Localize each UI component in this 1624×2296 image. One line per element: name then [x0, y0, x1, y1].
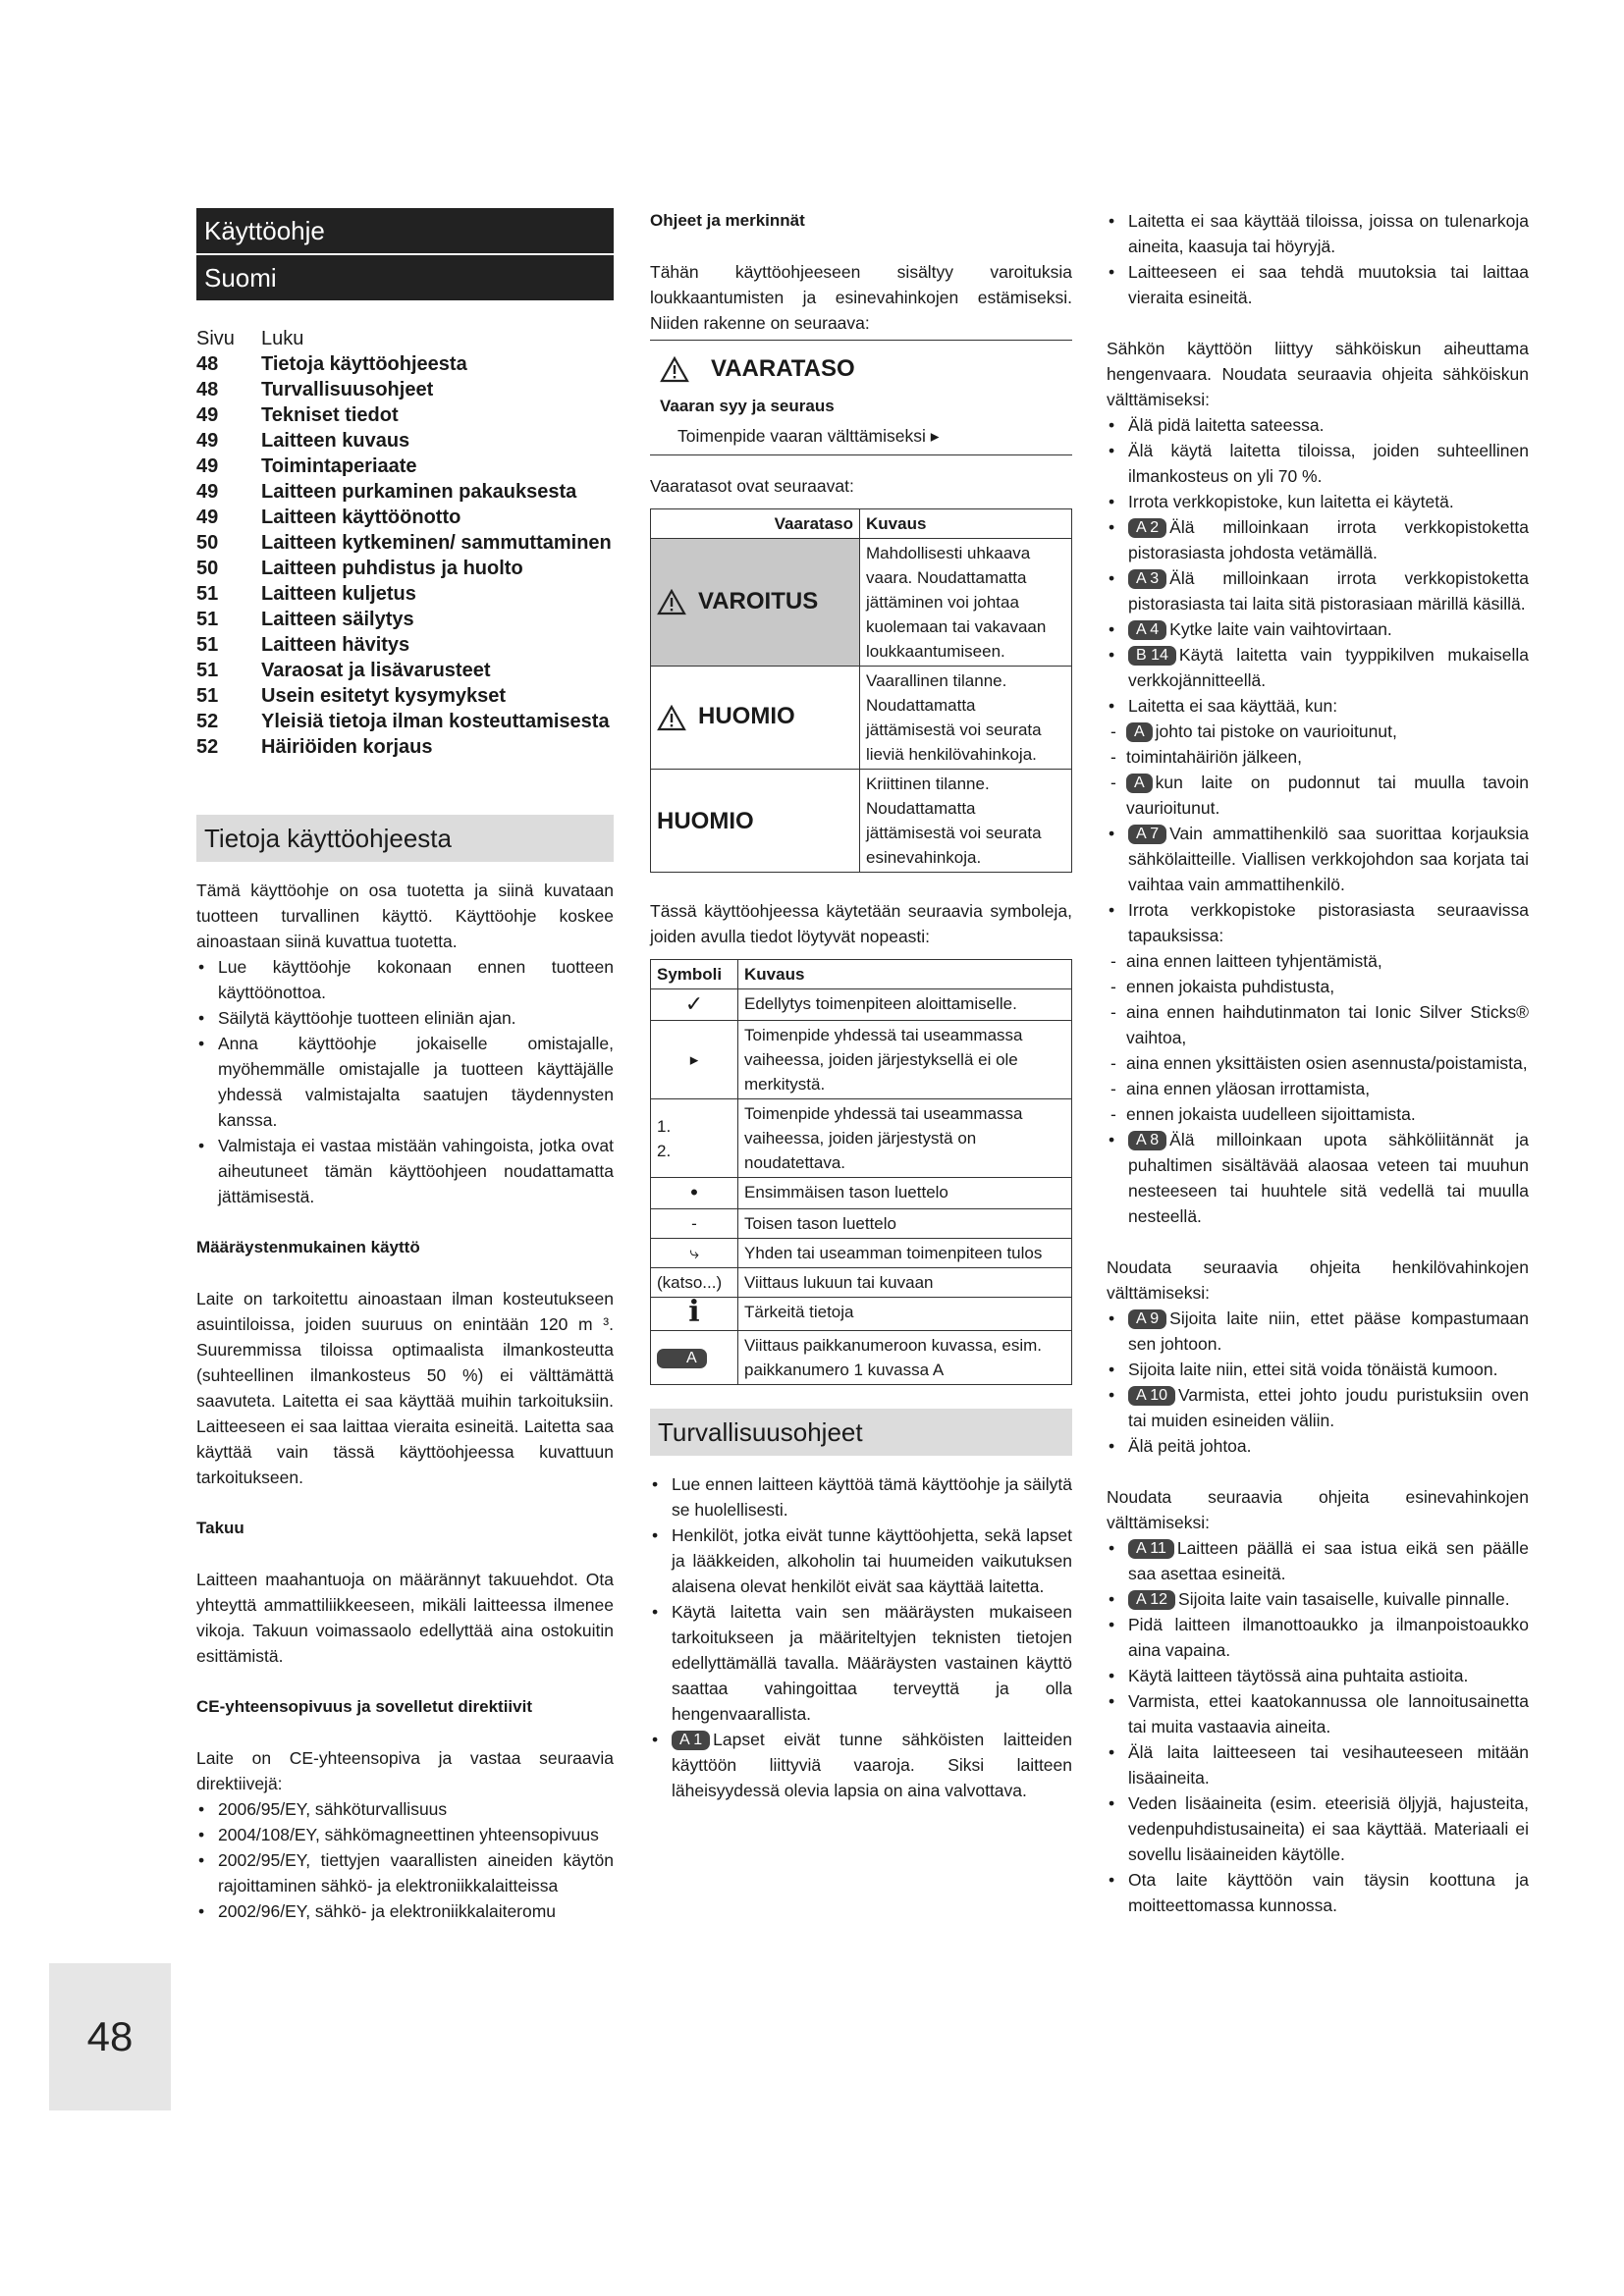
list-item [1107, 616, 1529, 642]
list-item [1107, 1688, 1529, 1739]
list-item: • Lue käyttöohje kokonaan ennen tuotteen käyttöönottoa. [196, 954, 614, 1005]
list-item-text: johto tai pistoke on vaurioitunut, [1155, 721, 1397, 741]
intended-use-heading: Määräystenmukainen käyttö [196, 1238, 420, 1256]
list-item: • Säilytä käyttöohje tuotteen eliniän ajan. [196, 1005, 614, 1031]
list-item [650, 1727, 1072, 1803]
list-item-text: Varmista, ettei johto joudu puristuksiin oven tai muiden esineiden väliin. [1128, 1385, 1529, 1430]
safety-bullets [650, 1471, 1072, 1803]
toc-row [196, 428, 612, 454]
list-item: • Anna käyttöohje jokaiselle omistajalle, myöhemmälle omistajalle ja tuotteen käyttäjälle yhdessä valmistajalta saatujen täydennysten kanssa. [196, 1031, 614, 1133]
toc-page: 52 [196, 711, 219, 732]
not-use-conditions [1107, 719, 1529, 821]
toc-page: 48 [196, 353, 219, 375]
damage-bullets [1107, 1535, 1529, 1918]
level-row-notice [651, 770, 1072, 873]
list-item-text: Älä pidä laitetta sateessa. [1128, 415, 1325, 435]
list-item-text: Älä milloinkaan irrota verkkopistoketta pistorasiasta tai laita sitä pistorasiaan märillä käsillä. [1128, 568, 1529, 614]
list-item: • 2006/95/EY, sähköturvallisuus [196, 1796, 614, 1822]
toc-chapter: Turvallisuusohjeet [261, 379, 434, 400]
about-intro: Tämä käyttöohje on osa tuotetta ja siinä kuvataan tuotteen turvallinen käyttö. Käyttöohje koskee ainoastaan siinä kuvattua tuotetta. [196, 881, 614, 951]
list-item: - aina ennen haihdutinmaton tai Ionic Silver Sticks® vaihtoa, [1107, 999, 1529, 1050]
symbol-row [651, 1239, 1072, 1268]
levels-col-desc: Kuvaus [860, 509, 1072, 539]
list-item: - ennen jokaista puhdistusta, [1107, 974, 1529, 999]
toc-row [196, 351, 612, 377]
level-row-warning [651, 539, 1072, 667]
figure-reference-badge: A 2 [1128, 518, 1166, 538]
toc-row [196, 709, 612, 734]
symbol-glyph: - [691, 1214, 697, 1233]
level-label: VAROITUS [698, 587, 819, 614]
manual-title: Käyttöohje [196, 208, 614, 253]
about-bullets [196, 954, 614, 1209]
list-item: • 2002/96/EY, sähkö- ja elektroniikkalaiteromu [196, 1898, 614, 1924]
toc-row [196, 377, 612, 402]
toc-page: 52 [196, 736, 219, 758]
electric-shock-bullets [1107, 412, 1529, 693]
symbols-table [650, 959, 1072, 1385]
figure-reference-badge: A [1126, 722, 1153, 742]
symbol-cell [651, 1021, 738, 1099]
list-item-text: kun laite on pudonnut tai muulla tavoin vaurioitunut. [1126, 773, 1529, 818]
toc-page: 49 [196, 404, 219, 426]
symbol-cell [651, 989, 738, 1021]
list-item-text: Veden lisäaineita (esim. eteerisiä öljyjä, hajusteita, vedenpuhdistusaineita) ei saa käyttää. Materiaali ei sovellu lisäaineiden käytölle. [1128, 1793, 1529, 1864]
figure-reference-badge: A 3 [1128, 569, 1166, 589]
not-use-list [1107, 693, 1529, 719]
list-item-text: Pidä laitteen ilmanottoaukko ja ilmanpoistoaukko aina vapaina. [1128, 1615, 1529, 1660]
list-item-text: Älä laita laitteeseen tai vesihauteeseen mitään lisäaineita. [1128, 1742, 1529, 1788]
level-label: HUOMIO [698, 703, 795, 730]
list-item-text: toimintahäiriön jälkeen, [1126, 747, 1302, 767]
symbols-col-desc: Kuvaus [738, 960, 1072, 989]
ce-heading: CE-yhteensopivuus ja sovelletut direktiivit [196, 1697, 532, 1716]
list-item-text: Kytke laite vain vaihtovirtaan. [1169, 619, 1392, 639]
list-item-text: Käytä laitetta vain sen määräysten mukaiseen tarkoitukseen ja määriteltyjen teknisten tietojen edellyttämällä tavalla. Määräysten vastainen käyttö saattaa vahingoittaa terveyttä ja olla hengenvaarallista. [672, 1602, 1072, 1724]
figure-reference-badge: A 11 [1128, 1539, 1174, 1559]
not-use-label: Laitetta ei saa käyttää, kun: [1128, 696, 1338, 716]
symbol-row [651, 1178, 1072, 1209]
ce-directive-list [196, 1796, 614, 1924]
section-heading-safety: Turvallisuusohjeet [650, 1409, 1072, 1456]
symbol-cell [651, 1099, 738, 1178]
toc-row [196, 734, 612, 760]
toc-page: 49 [196, 507, 219, 528]
toc-row [196, 530, 612, 556]
level-desc: Vaarallinen tilanne. Noudattamatta jättämisestä voi seurata lieviä henkilövahinkoja. [860, 667, 1072, 770]
symbol-row [651, 1331, 1072, 1385]
list-item [1107, 1663, 1529, 1688]
toc-chapter: Laitteen kuljetus [261, 583, 416, 605]
levels-col-level: Vaarataso [651, 509, 860, 539]
repair-list [1107, 821, 1529, 897]
list-item [1107, 897, 1529, 948]
toc-row [196, 683, 612, 709]
unplug-list [1107, 897, 1529, 948]
symbol-glyph: (katso...) [657, 1273, 723, 1292]
list-item: - aina ennen laitteen tyhjentämistä, [1107, 948, 1529, 974]
symbol-glyph: 1. 2. [657, 1116, 672, 1160]
symbol-glyph: ✓ [684, 991, 704, 1016]
toc-chapter: Laitteen purkaminen pakauksesta [261, 481, 577, 503]
language-label: Suomi [196, 253, 614, 300]
list-item [1107, 489, 1529, 514]
list-item [1107, 642, 1529, 693]
figure-reference-badge: A 7 [1128, 825, 1166, 844]
toc-row [196, 556, 612, 581]
toc-chapter: Häiriöiden korjaus [261, 736, 433, 758]
symbol-glyph: ▸ [689, 1050, 699, 1069]
symbol-cell [651, 1268, 738, 1298]
column-left [196, 208, 614, 1924]
symbol-desc: Viittaus paikkanumeroon kuvassa, esim. paikkanumero 1 kuvassa A [738, 1331, 1072, 1385]
toc-page: 51 [196, 634, 219, 656]
symbol-desc: Toimenpide yhdessä tai useammassa vaiheessa, joiden järjestystä on noudatettava. [738, 1099, 1072, 1178]
list-item [1107, 1867, 1529, 1918]
list-item-text: Sijoita laite niin, ettei sitä voida tönäistä kumoon. [1128, 1360, 1498, 1379]
warning-triangle-icon [657, 589, 686, 615]
toc-page: 50 [196, 558, 219, 579]
list-item [1107, 1739, 1529, 1790]
toc-page: 48 [196, 379, 219, 400]
symbol-cell [651, 1331, 738, 1385]
immersion-list [1107, 1127, 1529, 1229]
symbol-row [651, 1268, 1072, 1298]
list-item [1107, 1127, 1529, 1229]
danger-level-table [650, 508, 1072, 873]
toc-chapter: Varaosat ja lisävarusteet [261, 660, 491, 681]
list-item-text: Älä milloinkaan irrota verkkopistoketta pistorasiasta johdosta vetämällä. [1128, 517, 1529, 562]
symbol-desc: Edellytys toimenpiteen aloittamiselle. [738, 989, 1072, 1021]
injury-bullets [1107, 1306, 1529, 1459]
toc-page: 51 [196, 685, 219, 707]
example-cause: Vaaran syy ja seuraus [660, 397, 835, 415]
list-item-text: Henkilöt, jotka eivät tunne käyttöohjetta, sekä lapset ja lääkkeiden, alkoholin tai huumeiden vaikutuksen alaisena olevat henkilöt eivät saa käyttää laitetta. [672, 1525, 1072, 1596]
toc-page: 51 [196, 583, 219, 605]
list-item: - aina ennen yläosan irrottamista, [1107, 1076, 1529, 1101]
toc-chapter: Tietoja käyttöohjeesta [261, 353, 467, 375]
warranty-text: Laitteen maahantuoja on määrännyt takuuehdot. Ota yhteyttä ammattiliikkeeseen, mikäli laitteessa ilmenee vikoja. Takuun voimassaolo edellyttää aina ostokuitin esittämistä. [196, 1570, 614, 1666]
symbol-desc: Viittaus lukuun tai kuvaan [738, 1268, 1072, 1298]
damage-intro: Noudata seuraavia ohjeita esinevahinkojen välttämiseksi: [1107, 1487, 1529, 1532]
symbol-cell [651, 1178, 738, 1209]
list-item [1107, 514, 1529, 565]
toc-chapter: Laitteen hävitys [261, 634, 410, 656]
list-item [1107, 412, 1529, 438]
symbol-cell [651, 1295, 738, 1331]
toc-page: 49 [196, 430, 219, 452]
list-item-text: Älä milloinkaan upota sähköliitännät ja puhaltimen sisältävää alaosaa veteen tai muuhun nesteeseen tai huuhtele sitä vedellä tai muulla nesteellä. [1128, 1130, 1529, 1226]
toc-chapter: Toimintaperiaate [261, 455, 417, 477]
list-item-text: Irrota verkkopistoke, kun laitetta ei käytetä. [1128, 492, 1454, 511]
symbol-cell [651, 1239, 738, 1268]
toc-chapter: Laitteen kytkeminen/ sammuttaminen [261, 532, 612, 554]
list-item-text: Älä peitä johtoa. [1128, 1436, 1252, 1456]
injury-intro: Noudata seuraavia ohjeita henkilövahinkojen välttämiseksi: [1107, 1257, 1529, 1303]
notes-intro: Tähän käyttöohjeeseen sisältyy varoituksia loukkaantumisten ja esinevahinkojen estämiseksi. Niiden rakenne on seuraava: [650, 262, 1072, 333]
toc-chapter: Laitteen kuvaus [261, 430, 410, 452]
ce-text: Laite on CE-yhteensopiva ja vastaa seuraavia direktiivejä: [196, 1748, 614, 1793]
list-item-text: Varmista, ettei kaatokannussa ole lannoitusainetta tai muita vastaavia aineita. [1128, 1691, 1529, 1736]
list-item [1107, 821, 1529, 897]
toc-row [196, 505, 612, 530]
page-number: 48 [49, 1963, 171, 2110]
list-item: - aina ennen yksittäisten osien asennusta/poistamista, [1107, 1050, 1529, 1076]
warning-triangle-icon [657, 705, 686, 731]
toc-page: 50 [196, 532, 219, 554]
list-item [650, 1522, 1072, 1599]
list-item: - ennen jokaista uudelleen sijoittamista. [1107, 1101, 1529, 1127]
symbol-row [651, 1021, 1072, 1099]
figure-reference-badge: A 8 [1128, 1131, 1166, 1150]
toc-chapter: Laitteen käyttöönotto [261, 507, 461, 528]
figure-reference-badge: A 10 [1128, 1386, 1175, 1406]
unplug-label: Irrota verkkopistoke pistorasiasta seuraavissa tapauksissa: [1128, 900, 1529, 945]
toc-row [196, 581, 612, 607]
toc-page: 49 [196, 481, 219, 503]
list-item [1107, 565, 1529, 616]
figure-reference-badge: A 12 [1128, 1590, 1175, 1610]
toc-row [196, 607, 612, 632]
list-item: • Laitteeseen ei saa tehdä muutoksia tai laittaa vieraita esineitä. [1107, 259, 1529, 310]
warning-structure-example [650, 340, 1072, 455]
symbol-desc: Ensimmäisen tason luettelo [738, 1178, 1072, 1209]
column-right [1107, 208, 1529, 1918]
symbol-glyph: ⤷ [689, 1244, 699, 1262]
list-item: • Laitetta ei saa käyttää tiloissa, joissa on tulenarkoja aineita, kaasuja tai höyryjä. [1107, 208, 1529, 259]
toc-page: 49 [196, 455, 219, 477]
symbol-row [651, 989, 1072, 1021]
list-item: • 2002/95/EY, tiettyjen vaarallisten aineiden käytön rajoittaminen sähkö- ja elektroniikkalaitteissa [196, 1847, 614, 1898]
list-item [1107, 1535, 1529, 1586]
figure-reference-badge: A 4 [1128, 620, 1166, 640]
list-item-text: Älä käytä laitetta tiloissa, joiden suhteellinen ilmankosteus on yli 70 %. [1128, 441, 1529, 486]
toc-row [196, 632, 612, 658]
list-item-text: Vain ammattihenkilö saa suorittaa korjauksia sähkölaitteille. Viallisen verkkojohdon saa korjata tai vaihtaa vain ammattihenkilö. [1128, 824, 1529, 894]
symbol-glyph: i [688, 1295, 700, 1329]
list-item-text: Käytä laitetta vain tyyppikilven mukaisella verkkojännitteellä. [1128, 645, 1529, 690]
symbols-col-symbol: Symboli [651, 960, 738, 989]
list-item-text: Laitteen päällä ei saa istua eikä sen päälle saa asettaa esineitä. [1128, 1538, 1529, 1583]
figure-reference-badge: A [1126, 774, 1153, 793]
symbol-row [651, 1209, 1072, 1239]
list-item [1107, 719, 1529, 744]
toc-row [196, 454, 612, 479]
symbols-intro: Tässä käyttöohjeessa käytetään seuraavia symboleja, joiden avulla tiedot löytyvät nopeasti: [650, 901, 1072, 946]
list-item [1107, 438, 1529, 489]
toc-page: 51 [196, 609, 219, 630]
toc-chapter: Laitteen säilytys [261, 609, 414, 630]
figure-reference-badge: A [657, 1349, 707, 1368]
list-item [1107, 1586, 1529, 1612]
symbol-cell [651, 1209, 738, 1239]
list-item [1107, 1433, 1529, 1459]
list-item: • 2004/108/EY, sähkömagneettinen yhteensopivuus [196, 1822, 614, 1847]
list-item [650, 1599, 1072, 1727]
list-item-text: Lapset eivät tunne sähköisten laitteiden käyttöön liittyviä vaaroja. Siksi laitteen läheisyydessä olevia lapsia on aina valvottava. [672, 1730, 1072, 1800]
example-level: VAARATASO [711, 355, 855, 382]
symbol-desc: Tärkeitä tietoja [738, 1298, 1072, 1331]
figure-reference-badge: B 14 [1128, 646, 1176, 666]
intended-use-text: Laite on tarkoitettu ainoastaan ilman kosteutukseen asuintiloissa, joiden suuruus on enintään 120 m ³. Suuremmissa tiloissa optimaalista ilmankosteutta (suhteellinen ilmankosteus 50 %) ei välttämättä saavuteta. Laitetta ei saa käyttää muihin tarkoituksiin. Laitteeseen ei saa laittaa vieraita esineitä. Laitetta saa käyttää vain tässä käyttöohjeessa kuvattuun tarkoitukseen. [196, 1289, 614, 1487]
list-item [1107, 1306, 1529, 1357]
list-item [1107, 744, 1529, 770]
symbol-row [651, 1099, 1072, 1178]
levels-intro: Vaaratasot ovat seuraavat: [650, 476, 854, 496]
list-item [1107, 770, 1529, 821]
symbol-desc: Yhden tai useamman toimenpiteen tulos [738, 1239, 1072, 1268]
unplug-conditions [1107, 948, 1529, 1127]
list-item-text: Sijoita laite niin, ettet pääse kompastumaan sen johtoon. [1128, 1308, 1529, 1354]
example-action: Toimenpide vaaran välttämiseksi ▸ [677, 426, 940, 446]
list-item: • Valmistaja ei vastaa mistään vahingoista, jotka ovat aiheutuneet tämän käyttöohjeen noudattamatta jättämisestä. [196, 1133, 614, 1209]
list-item [1107, 1357, 1529, 1382]
toc-row [196, 479, 612, 505]
list-item [1107, 1790, 1529, 1867]
electric-intro: Sähkön käyttöön liittyy sähköiskun aiheuttama hengenvaara. Noudata seuraavia ohjeita sähköiskun välttämiseksi: [1107, 339, 1529, 409]
table-of-contents [196, 326, 612, 760]
warning-triangle-icon [660, 356, 689, 383]
level-desc: Mahdollisesti uhkaava vaara. Noudattamatta jättäminen voi johtaa kuolemaan tai vakavaan loukkaantumiseen. [860, 539, 1072, 667]
symbol-glyph: • [690, 1180, 698, 1204]
column-middle [650, 208, 1072, 1803]
level-desc: Kriittinen tilanne. Noudattamatta jättämisestä voi seurata esinevahinkoja. [860, 770, 1072, 873]
level-label: HUOMIO [657, 807, 754, 834]
figure-reference-badge: A 1 [672, 1731, 710, 1750]
notes-heading: Ohjeet ja merkinnät [650, 211, 805, 230]
figure-reference-badge: A 9 [1128, 1309, 1166, 1329]
toc-chapter: Yleisiä tietoja ilman kosteuttamisesta [261, 711, 610, 732]
section-heading-about: Tietoja käyttöohjeesta [196, 815, 614, 862]
symbol-desc: Toisen tason luettelo [738, 1209, 1072, 1239]
toc-chapter: Tekniset tiedot [261, 404, 399, 426]
list-item [1107, 693, 1529, 719]
list-item-text: Ota laite käyttöön vain täysin koottuna ja moitteettomassa kunnossa. [1128, 1870, 1529, 1915]
safety-bullets-continued [1107, 208, 1529, 310]
symbol-desc: Toimenpide yhdessä tai useammassa vaiheessa, joiden järjestyksellä ei ole merkitystä. [738, 1021, 1072, 1099]
toc-col-page: Sivu [196, 328, 235, 349]
warranty-heading: Takuu [196, 1519, 244, 1537]
symbol-row [651, 1298, 1072, 1331]
toc-col-chapter: Luku [261, 328, 304, 349]
list-item [650, 1471, 1072, 1522]
list-item-text: Käytä laitteen täytössä aina puhtaita astioita. [1128, 1666, 1469, 1685]
list-item-text: Lue ennen laitteen käyttöä tämä käyttöohje ja säilytä se huolellisesti. [672, 1474, 1072, 1520]
toc-chapter: Usein esitetyt kysymykset [261, 685, 507, 707]
toc-row [196, 402, 612, 428]
list-item-text: Sijoita laite vain tasaiselle, kuivalle pinnalle. [1178, 1589, 1510, 1609]
toc-row [196, 658, 612, 683]
toc-chapter: Laitteen puhdistus ja huolto [261, 558, 523, 579]
toc-page: 51 [196, 660, 219, 681]
level-row-caution [651, 667, 1072, 770]
list-item [1107, 1612, 1529, 1663]
list-item [1107, 1382, 1529, 1433]
